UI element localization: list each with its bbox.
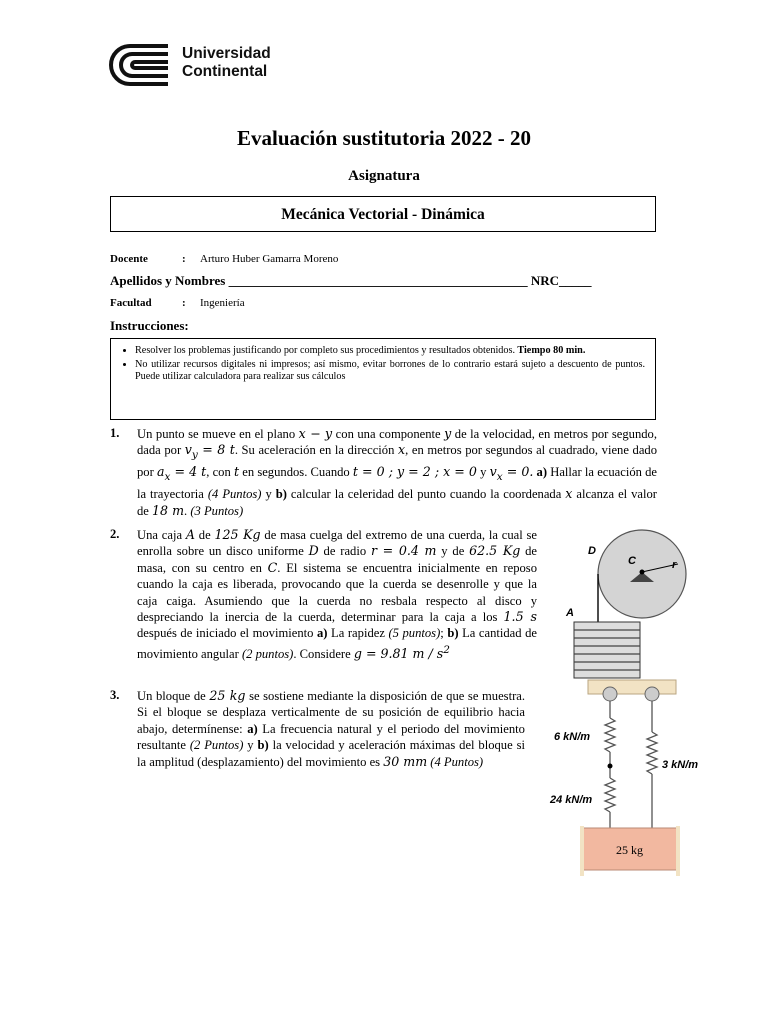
- spring-3kn: [647, 732, 657, 774]
- instruction-item: • No utilizar recursos digitales ni impresos; así mismo, evitar borrones de lo contrario estará sujeto a descuento de puntos. Puede utilizar calculadora para realizar sus cálculos: [135, 359, 645, 383]
- label-k2: 3 kN/m: [662, 759, 699, 771]
- spring-block-figure: [548, 678, 713, 878]
- label-r: r: [672, 559, 677, 571]
- exam-title: Evaluación sustitutoria 2022 - 20: [236, 126, 532, 150]
- subject-label: Asignatura: [348, 168, 420, 184]
- label-d: D: [588, 545, 596, 557]
- question-1-number: 1.: [110, 426, 120, 440]
- question-3-number: 3.: [110, 688, 120, 702]
- label-mass: 25 kg: [616, 843, 643, 857]
- pulley-right: [645, 687, 659, 701]
- facultad-row: Facultad : Ingeniería: [110, 297, 245, 309]
- university-name: Universidad Continental: [182, 45, 271, 80]
- spring-24kn: [605, 778, 615, 812]
- guide-left: [580, 826, 584, 876]
- course-name: Mecánica Vectorial - Dinámica: [110, 196, 656, 232]
- question-3-text: Un bloque de 25 kg se sostiene mediante la disposición de que se muestra. Si el bloque se desplaza verticalmente de su posición de equilibrio hacia abajo, determínense: a) La frecuencia natural y el periodo del movimiento resultante (2 Puntos) y b) la velocidad y aceleración máximas del bloque si la amplitud (desplazamiento) del movimiento es 30 mm (4 Puntos): [137, 688, 526, 769]
- instructions-box: [110, 338, 656, 420]
- question-2-text: Una caja A de 125 Kg de masa cuelga del extremo de una cuerda, la cual se enrolla sobre un disco uniforme D de radio r = 0.4 m y de 62.5 Kg de masa, con su centro en C. El sistema se encuentra inicialmente en reposo cuando la caja es liberada, provocando que la cuerda se desenrolle y que la caja caiga. Asumiendo que la cuerda no resbala respecto al disco y despreciando la inercia de la cuerda, determinar para la caja a los 1.5 s después de iniciado el movimiento a) La rapidez (5 puntos); b) La cantidad de movimiento angular (2 puntos). Considere g = 9.81 m / $s^2$: [137, 527, 538, 662]
- question-1-text: Un punto se mueve en el plano x − y con una componente y de la velocidad, en metros por segundo, dada por $v_y = 8$ t. Su aceleración en la dirección x, en metros por segundos al cuadrado, viene dado por $a_x = 4$ t, con t en segundos. Cuando t = 0 ; y = 2 ; x = 0 y $v_x = 0$. a) Hallar la ecuación de la trayectoria (4 Puntos) y b) calcular la celeridad del punto cuando la coordenada x alcanza el valor de 18 m. (3 Puntos): [137, 426, 658, 518]
- spring-6kn: [605, 718, 615, 752]
- spring-junction: [608, 764, 613, 769]
- instructions-heading: Instrucciones:: [110, 318, 189, 333]
- label-c: C: [628, 555, 636, 567]
- label-k1: 6 kN/m: [554, 731, 591, 743]
- pulley-left: [603, 687, 617, 701]
- question-2-number: 2.: [110, 527, 120, 541]
- student-name-field[interactable]: Apellidos y Nombres ______________________________________________ NRC_____: [110, 273, 592, 288]
- instruction-item: • Resolver los problemas justificando por completo sus procedimientos y resultados obtenidos. Tiempo 80 min.: [135, 345, 645, 357]
- label-k3: 24 kN/m: [550, 794, 593, 806]
- label-a: A: [566, 607, 574, 619]
- docente-row: Docente : Arturo Huber Gamarra Moreno: [110, 253, 339, 265]
- disk-crate-figure: [560, 522, 700, 680]
- ceiling: [588, 680, 676, 694]
- guide-right: [676, 826, 680, 876]
